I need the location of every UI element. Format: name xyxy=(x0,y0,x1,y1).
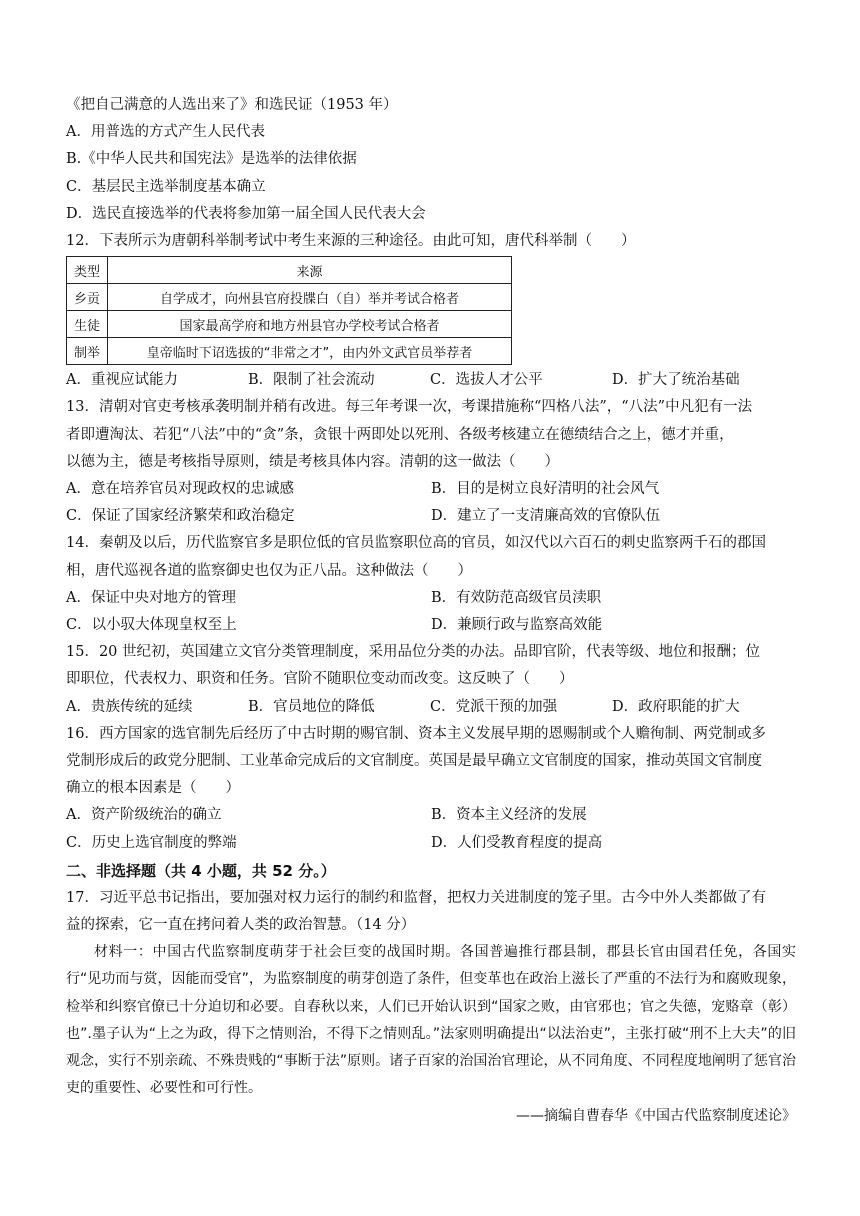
q16-option-d: D．人们受教育程度的提高 xyxy=(431,834,603,851)
q14-stem-line-1: 14．秦朝及以后，历代监察官多是职位低的官员监察职位高的官员，如汉代以六百石的刺史监察两千石的郡国 xyxy=(66,535,766,552)
q12-option-d: D．扩大了统治基础 xyxy=(612,372,740,389)
q13-option-b: B．目的是树立良好清明的社会风气 xyxy=(431,481,660,498)
q17-material-one: 材料一：中国古代监察制度萌芽于社会巨变的战国时期。各国普遍推行郡县制，郡县长官由国君任免，各国实行“见功而与赏，因能而受官”，为监察制度的萌芽创造了条件，但变革也在政治上滋长了严重的不法行为和腐败现象，检举和纠察官僚已十分迫切和必要。自春秋以来，人们已开始认识到“国家之败，由官邪也；官之失德，宠赂章（彰）也”.墨子认为“上之为政，得下之情则治，不得下之情则乱。”法家则明确提出“以法治吏”，主张打破“刑不上大夫”的旧观念，实行不别亲疏、不殊贵贱的“事断于法”原则。诸子百家的治国治官理论，从不同角度、不同程度地阐明了惩官治吏的重要性、必要性和可行性。 xyxy=(66,944,796,1097)
q13-options-row-1 xyxy=(66,476,796,503)
q15-stem-line-1: 15．20 世纪初，英国建立文官分类管理制度，采用品位分类的办法。品即官阶，代表等级、地位和报酬；位 xyxy=(66,644,761,661)
q15-option-a: A．贵族传统的延续 xyxy=(66,698,193,715)
q13-stem-line-2: 者即遭淘汰、若犯“八法”中的“贪”条，贪银十两即处以死刑、各级考核建立在德绩结合之上，德才并重， xyxy=(66,426,734,443)
q16-stem-line-1: 16．西方国家的选官制先后经历了中古时期的赐官制、资本主义发展早期的恩赐制或个人赡徇制、两党制或多 xyxy=(66,725,766,742)
q15-option-b: B．官员地位的降低 xyxy=(248,698,375,715)
table-cell-type: 制举 xyxy=(67,338,108,365)
q14-option-c: C．以小驭大体现皇权至上 xyxy=(66,617,237,634)
q17-stem-line-2: 益的探索，它一直在拷问着人类的政治智慧。（14 分） xyxy=(66,917,416,934)
q15-options xyxy=(66,694,796,721)
q14-option-d: D．兼顾行政与监察高效能 xyxy=(431,617,603,634)
q11-stem-tail: 《把自己满意的人选出来了》和选民证（1953 年） xyxy=(66,97,398,113)
q14-option-b: B．有效防范高级官员渎职 xyxy=(431,589,602,606)
q11-option-a: A．用普选的方式产生人民代表 xyxy=(66,124,265,141)
q12-stem: 12．下表所示为唐朝科举制考试中考生来源的三种途径。由此可知，唐代科举制（ ） xyxy=(66,233,636,250)
table-cell-source: 皇帝临时下诏选拔的“非常之才”，由内外文武官员举荐者 xyxy=(108,338,512,365)
q11-option-d: D．选民直接选举的代表将参加第一届全国人民代表大会 xyxy=(66,205,426,222)
q12-option-c: C．选拔人才公平 xyxy=(430,372,543,389)
table-row xyxy=(67,338,512,365)
q16-options-row-1 xyxy=(66,802,796,829)
table-cell-source: 自学成才，向州县官府投牒白（自）举并考试合格者 xyxy=(108,284,512,311)
q14-options-row-2 xyxy=(66,612,796,639)
table-cell-type: 乡贡 xyxy=(67,284,108,311)
section-heading: 二、非选择题（共 4 小题，共 52 分。） xyxy=(66,861,336,880)
q16-option-a: A．资产阶级统治的确立 xyxy=(66,807,222,824)
q12-source-table xyxy=(66,256,512,365)
q13-stem-line-1: 13．清朝对官吏考核承袭明制并稍有改进。每三年考课一次，考课措施称“四格八法”，“八法”中凡犯有一法 xyxy=(66,399,753,416)
q13-option-d: D．建立了一支清廉高效的官僚队伍 xyxy=(431,508,661,525)
q14-option-a: A．保证中央对地方的管理 xyxy=(66,589,236,606)
q13-option-a: A．意在培养官员对现政权的忠诚感 xyxy=(66,481,294,498)
q16-options-row-2 xyxy=(66,830,796,857)
q13-stem-line-3: 以德为主，德是考核指导原则，绩是考核具体内容。清朝的这一做法（ ） xyxy=(66,453,559,470)
table-cell-type: 生徒 xyxy=(67,311,108,338)
q14-options-row-1 xyxy=(66,585,796,612)
q14-stem-line-2: 相，唐代巡视各道的监察御史也仅为正八品。这种做法（ ） xyxy=(66,562,472,579)
table-row xyxy=(67,311,512,338)
table-header-row xyxy=(67,257,512,284)
table-header-type: 类型 xyxy=(67,257,108,284)
q16-stem-line-2: 党制形成后的政党分肥制、工业革命完成后的文官制度。英国是最早确立文官制度的国家，推动英国文官制度 xyxy=(66,753,762,770)
q17-material-source: ——摘编自曹春华《中国古代监察制度述论》 xyxy=(516,1107,796,1124)
q15-option-d: D．政府职能的扩大 xyxy=(612,698,740,715)
q13-options-row-2 xyxy=(66,503,796,530)
q13-option-c: C．保证了国家经济繁荣和政治稳定 xyxy=(66,508,295,525)
q17-stem-line-1: 17．习近平总书记指出，要加强对权力运行的制约和监督，把权力关进制度的笼子里。古今中外人类都做了有 xyxy=(66,889,766,906)
q12-option-b: B．限制了社会流动 xyxy=(248,372,375,389)
q12-options xyxy=(66,367,796,394)
q15-stem-line-2: 即职位，代表权力、职资和任务。官阶不随职位变动而改变。这反映了（ ） xyxy=(66,671,574,688)
q15-option-c: C．党派干预的加强 xyxy=(430,698,558,715)
q11-option-c: C．基层民主选举制度基本确立 xyxy=(66,178,266,195)
q12-option-a: A．重视应试能力 xyxy=(66,372,178,389)
q11-option-b: B.《中华人民共和国宪法》是选举的法律依据 xyxy=(66,151,357,168)
q16-option-c: C．历史上选官制度的弊端 xyxy=(66,834,237,851)
q16-option-b: B．资本主义经济的发展 xyxy=(431,807,587,824)
table-header-source: 来源 xyxy=(108,257,512,284)
q16-stem-line-3: 确立的根本因素是（ ） xyxy=(66,780,240,797)
table-row xyxy=(67,284,512,311)
table-cell-source: 国家最高学府和地方州县官办学校考试合格者 xyxy=(108,311,512,338)
exam-page xyxy=(66,92,796,1130)
